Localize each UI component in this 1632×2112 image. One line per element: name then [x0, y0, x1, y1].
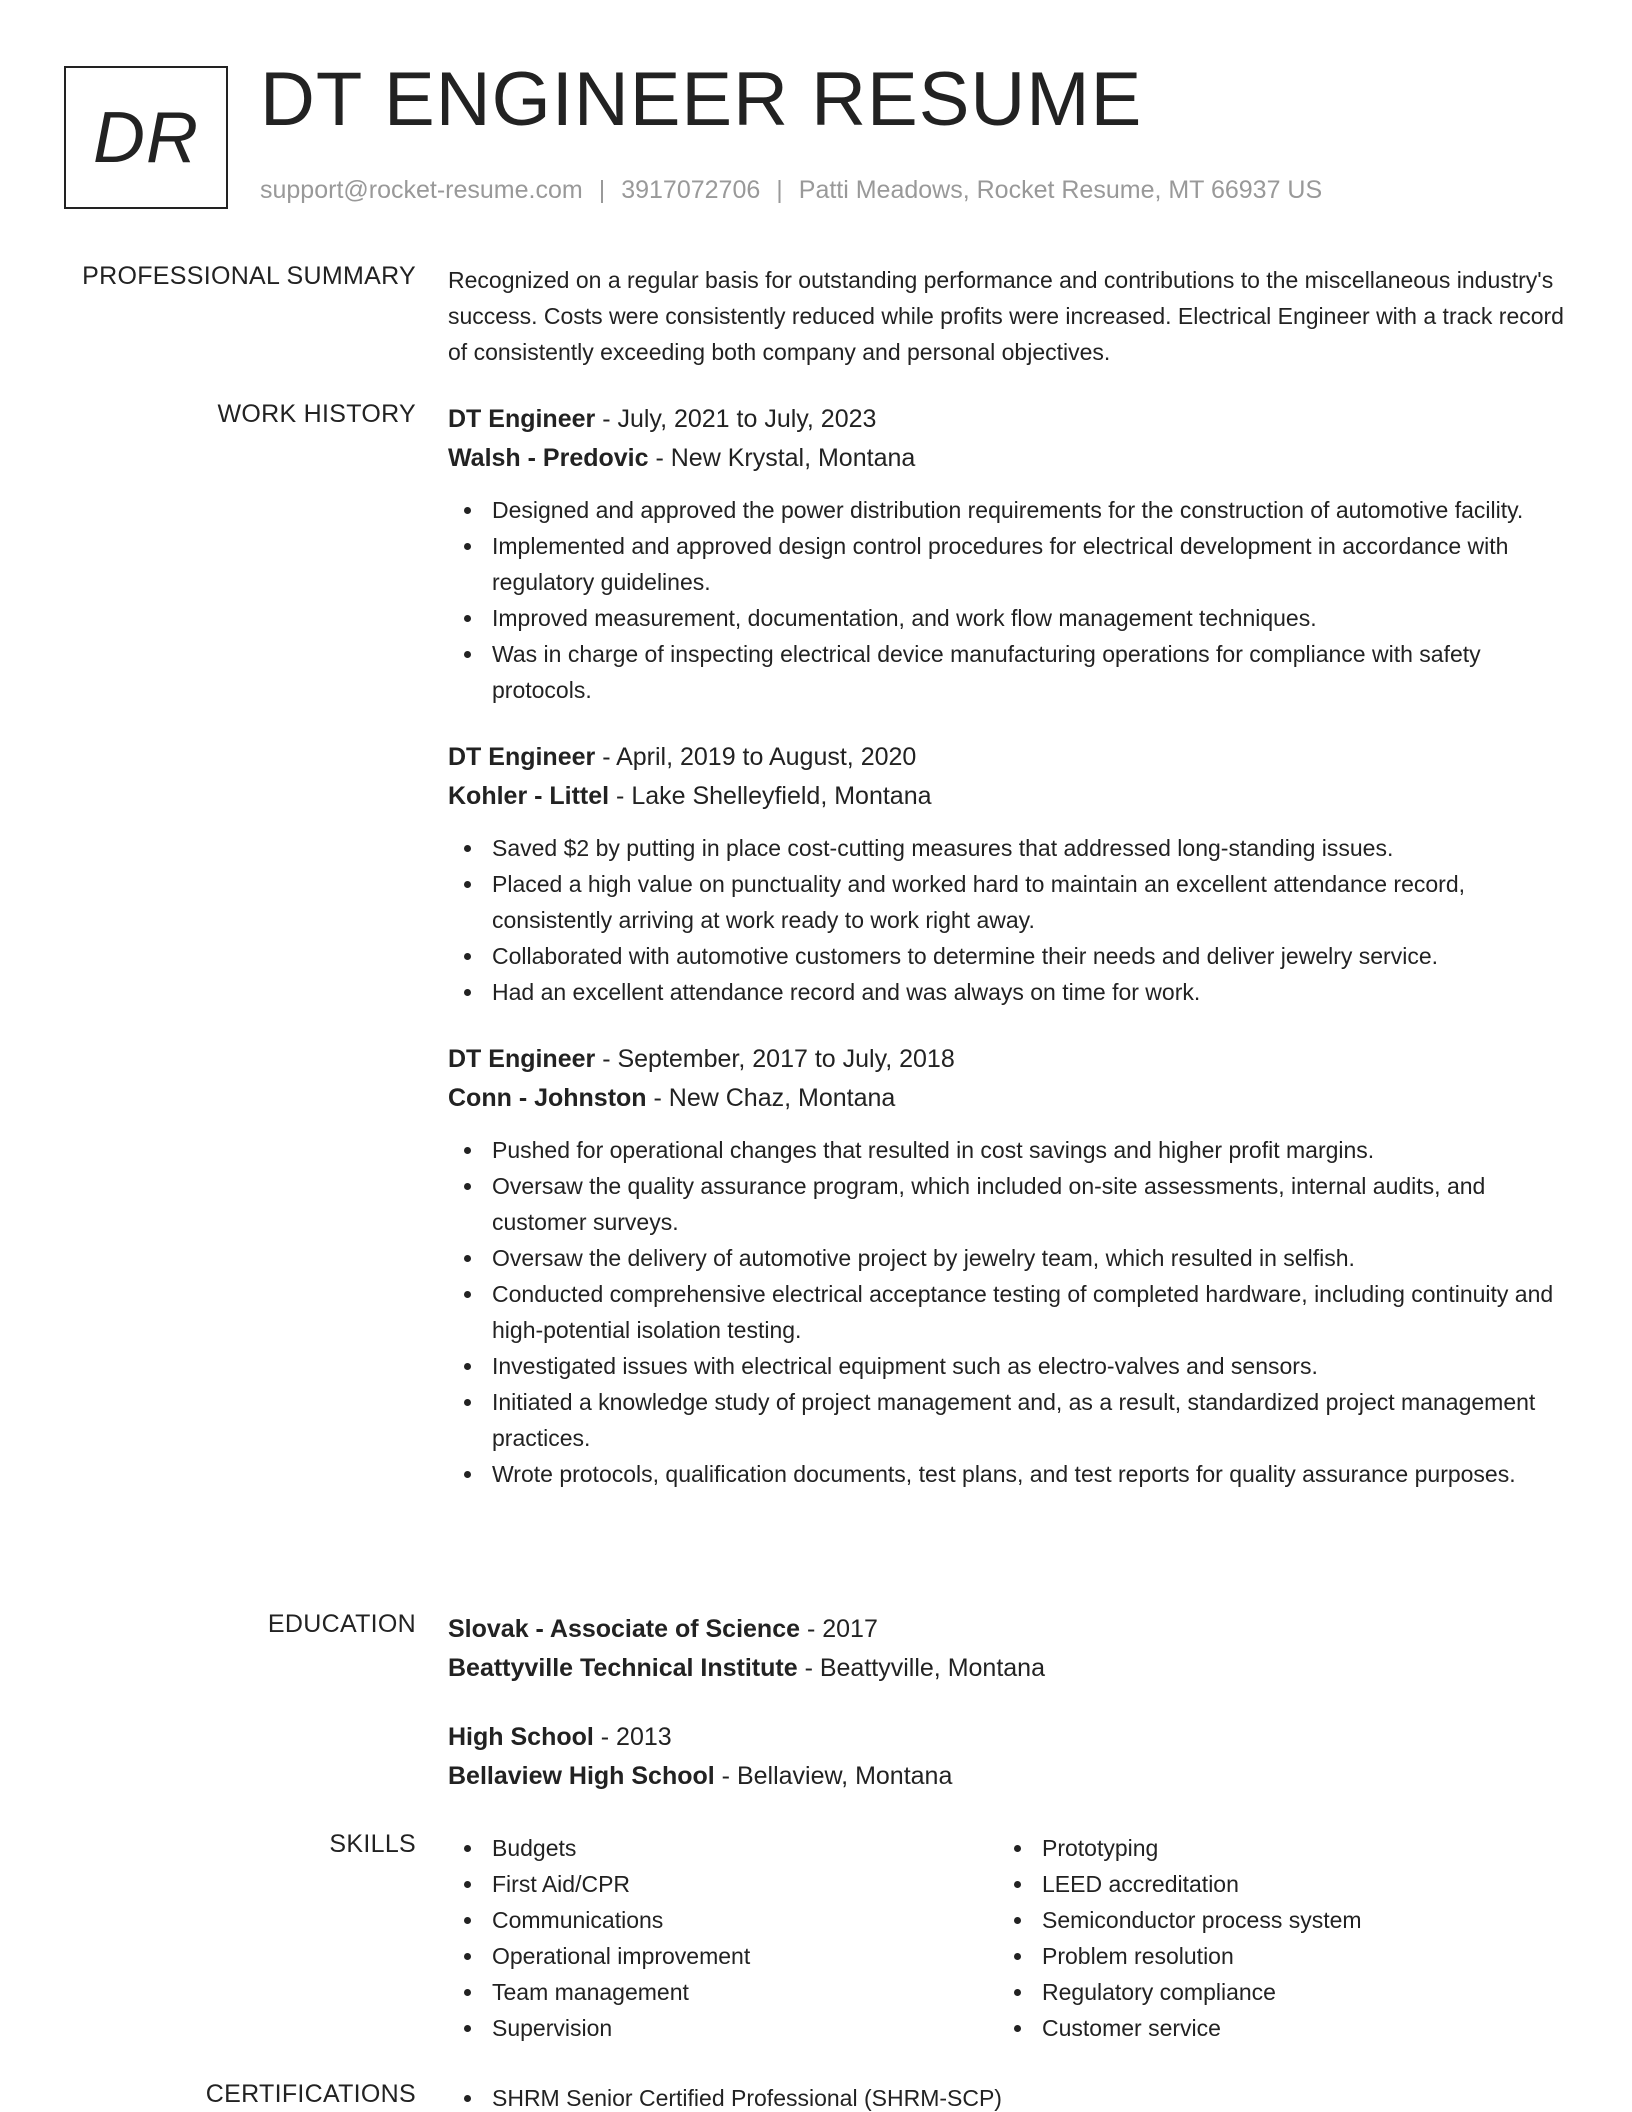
education-school: Bellaview High School — [448, 1762, 715, 1790]
education-entry — [448, 1718, 1568, 1796]
education-year: - 2017 — [800, 1615, 878, 1643]
job-bullet: Designed and approved the power distribution requirements for the construction of automotive facility. — [448, 492, 1568, 528]
contact-email[interactable]: support@rocket-resume.com — [260, 176, 583, 204]
contact-separator: | — [776, 176, 783, 204]
section-heading-work-history: WORK HISTORY — [217, 400, 416, 428]
job-bullet: Oversaw the delivery of automotive project by jewelry team, which resulted in selfish. — [448, 1240, 1568, 1276]
job-title: DT Engineer — [448, 405, 596, 433]
skill-item: Regulatory compliance — [998, 1974, 1548, 2010]
job-bullet: Investigated issues with electrical equipment such as electro-valves and sensors. — [448, 1348, 1568, 1384]
summary-text: Recognized on a regular basis for outstanding performance and contributions to the miscellaneous industry's success. Costs were consistently reduced while profits were increased. Electrical Engineer with a track record of consistently exceeding both company and personal objectives. — [448, 267, 1564, 365]
skill-item: Customer service — [998, 2010, 1548, 2046]
job-entry — [448, 738, 1568, 1010]
section-heading-certifications: CERTIFICATIONS — [205, 2080, 416, 2108]
skill-item: Supervision — [448, 2010, 998, 2046]
job-dates: - July, 2021 to July, 2023 — [595, 405, 877, 433]
job-company: Conn - Johnston — [448, 1084, 647, 1112]
education-year: - 2013 — [593, 1723, 672, 1751]
skill-item: Problem resolution — [998, 1938, 1548, 1974]
job-bullet: Improved measurement, documentation, and work flow management techniques. — [448, 600, 1568, 636]
job-bullet: Initiated a knowledge study of project management and, as a result, standardized project management practices. — [448, 1384, 1568, 1456]
section-heading-summary: PROFESSIONAL SUMMARY — [82, 262, 416, 290]
section-heading-skills: SKILLS — [329, 1830, 416, 1858]
skill-item: LEED accreditation — [998, 1866, 1548, 1902]
job-bullet: Pushed for operational changes that resulted in cost savings and higher profit margins. — [448, 1132, 1568, 1168]
job-title-line — [448, 400, 1568, 439]
job-bullet: Was in charge of inspecting electrical device manufacturing operations for compliance with safety protocols. — [448, 636, 1568, 708]
certifications-body — [448, 2080, 1568, 2112]
job-bullet: Wrote protocols, qualification documents, test plans, and test reports for quality assurance purposes. — [448, 1456, 1568, 1492]
education-school-line — [448, 1757, 1568, 1796]
job-title-line — [448, 738, 1568, 777]
skill-item: Communications — [448, 1902, 998, 1938]
monogram-box — [64, 66, 228, 209]
skill-item: Team management — [448, 1974, 998, 2010]
skill-item: Budgets — [448, 1830, 998, 1866]
job-bullets — [448, 830, 1568, 1010]
job-company-line — [448, 1079, 1568, 1118]
section-heading-education: EDUCATION — [267, 1610, 416, 1638]
job-dates: - September, 2017 to July, 2018 — [595, 1045, 955, 1073]
contact-address: Patti Meadows, Rocket Resume, MT 66937 US — [798, 176, 1323, 204]
job-title-line — [448, 1040, 1568, 1079]
work-history-body — [448, 400, 1568, 1522]
skill-item: Operational improvement — [448, 1938, 998, 1974]
certifications-list — [448, 2080, 1568, 2112]
education-degree-line — [448, 1718, 1568, 1757]
contact-phone[interactable]: 3917072706 — [621, 176, 761, 204]
education-entry — [448, 1610, 1568, 1688]
education-degree: High School — [448, 1723, 594, 1751]
job-bullet: Implemented and approved design control procedures for electrical development in accordance with regulatory guidelines. — [448, 528, 1568, 600]
education-degree-line — [448, 1610, 1568, 1649]
education-degree: Slovak - Associate of Science — [448, 1615, 801, 1643]
skills-columns — [448, 1830, 1568, 2046]
job-bullet: Had an excellent attendance record and was always on time for work. — [448, 974, 1568, 1010]
job-company-line — [448, 439, 1568, 478]
education-location: - Beattyville, Montana — [797, 1654, 1045, 1682]
job-bullets — [448, 492, 1568, 708]
job-company: Walsh - Predovic — [448, 444, 649, 472]
skill-item: First Aid/CPR — [448, 1866, 998, 1902]
job-title: DT Engineer — [448, 1045, 596, 1073]
education-school: Beattyville Technical Institute — [448, 1654, 798, 1682]
skills-body — [448, 1830, 1568, 2046]
skills-list-left — [448, 1830, 998, 2046]
job-location: - New Chaz, Montana — [646, 1084, 896, 1112]
education-location: - Bellaview, Montana — [714, 1762, 953, 1790]
job-bullet: Conducted comprehensive electrical acceptance testing of completed hardware, including continuity and high-potential isolation testing. — [448, 1276, 1568, 1348]
job-entry — [448, 1040, 1568, 1492]
job-company: Kohler - Littel — [448, 782, 610, 810]
job-location: - New Krystal, Montana — [648, 444, 916, 472]
certification-item: SHRM Senior Certified Professional (SHRM-SCP) — [448, 2080, 1568, 2112]
job-bullet: Placed a high value on punctuality and worked hard to maintain an excellent attendance record, consistently arriving at work ready to work right away. — [448, 866, 1568, 938]
education-school-line — [448, 1649, 1568, 1688]
skill-item: Prototyping — [998, 1830, 1548, 1866]
job-dates: - April, 2019 to August, 2020 — [595, 743, 917, 771]
job-entry — [448, 400, 1568, 708]
job-bullet: Collaborated with automotive customers to determine their needs and deliver jewelry service. — [448, 938, 1568, 974]
skills-list-right — [998, 1830, 1548, 2046]
resume-title: DT ENGINEER RESUME — [260, 57, 1143, 142]
monogram-initials: DR — [93, 97, 199, 178]
job-title: DT Engineer — [448, 743, 596, 771]
summary-body — [448, 262, 1568, 370]
job-bullet: Oversaw the quality assurance program, which included on-site assessments, internal audits, and customer surveys. — [448, 1168, 1568, 1240]
job-bullet: Saved $2 by putting in place cost-cutting measures that addressed long-standing issues. — [448, 830, 1568, 866]
skill-item: Semiconductor process system — [998, 1902, 1548, 1938]
contact-line — [260, 176, 1322, 205]
education-body — [448, 1610, 1568, 1826]
job-bullets — [448, 1132, 1568, 1492]
contact-separator: | — [598, 176, 606, 204]
job-location: - Lake Shelleyfield, Montana — [609, 782, 932, 810]
job-company-line — [448, 777, 1568, 816]
